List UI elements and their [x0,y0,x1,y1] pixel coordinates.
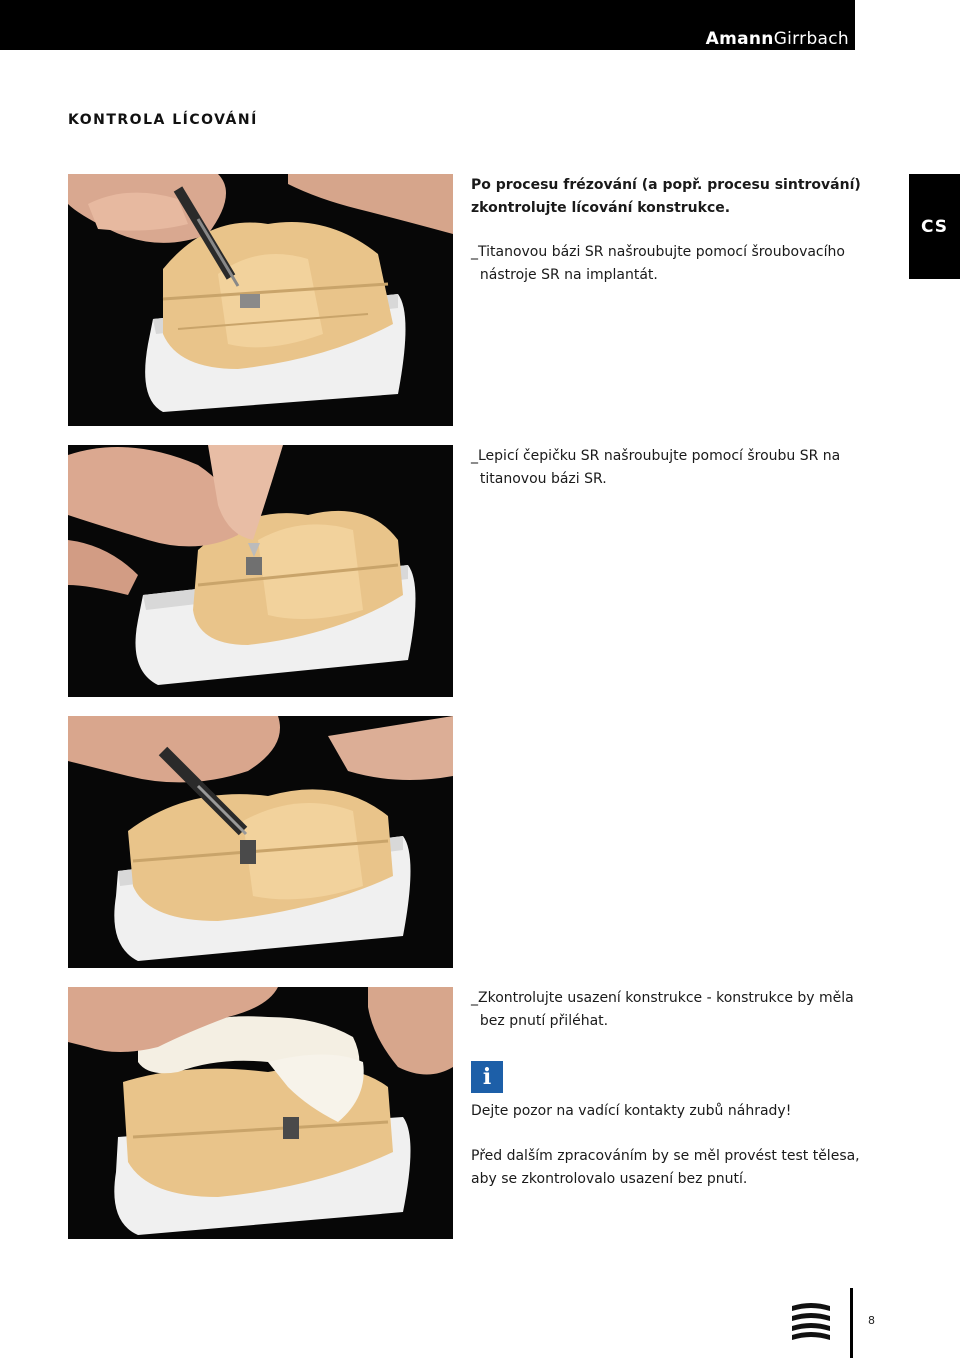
info-icon: i [471,1061,503,1093]
step-line: _Lepicí čepičku SR našroubujte pomocí šroubu SR na [471,448,841,464]
step-line: nástroje SR na implantát. [471,267,658,283]
note-test [471,1145,871,1191]
note-warning [471,1100,871,1123]
photo-bonding-cap [68,445,453,697]
note-line: Dejte pozor na vadící kontakty zubů náhrady! [471,1103,792,1119]
amanngirrbach-logo-icon [790,1300,832,1340]
note-line: Před dalším zpracováním by se měl provést test tělesa, [471,1148,860,1164]
step-line: _Zkontrolujte usazení konstrukce - konstrukce by měla [471,990,854,1006]
header-bar [0,0,855,50]
page-number: 8 [868,1314,875,1327]
language-tab: CS [909,174,960,279]
brand-bold: Amann [705,29,774,49]
intro-line: Po procesu frézování (a popř. procesu sintrování) [471,177,861,193]
footer-divider [850,1288,853,1358]
photo-screwing-titanium-base [68,174,453,426]
photo-checking-fit [68,987,453,1239]
page-title: KONTROLA LÍCOVÁNÍ [68,112,258,128]
step-line: titanovou bázi SR. [471,471,607,487]
step-2-text [471,445,871,491]
step-1-text [471,241,871,287]
photo-screwing-cap [68,716,453,968]
step-3-text [471,987,871,1033]
intro-line: zkontrolujte lícování konstrukce. [471,200,731,216]
step-line: bez pnutí přiléhat. [471,1013,609,1029]
brand-logo [706,29,849,49]
note-line: aby se zkontrolovalo usazení bez pnutí. [471,1171,748,1187]
intro-text [471,174,871,220]
step-line: _Titanovou bázi SR našroubujte pomocí šroubovacího [471,244,845,260]
brand-light: Girrbach [773,29,849,49]
